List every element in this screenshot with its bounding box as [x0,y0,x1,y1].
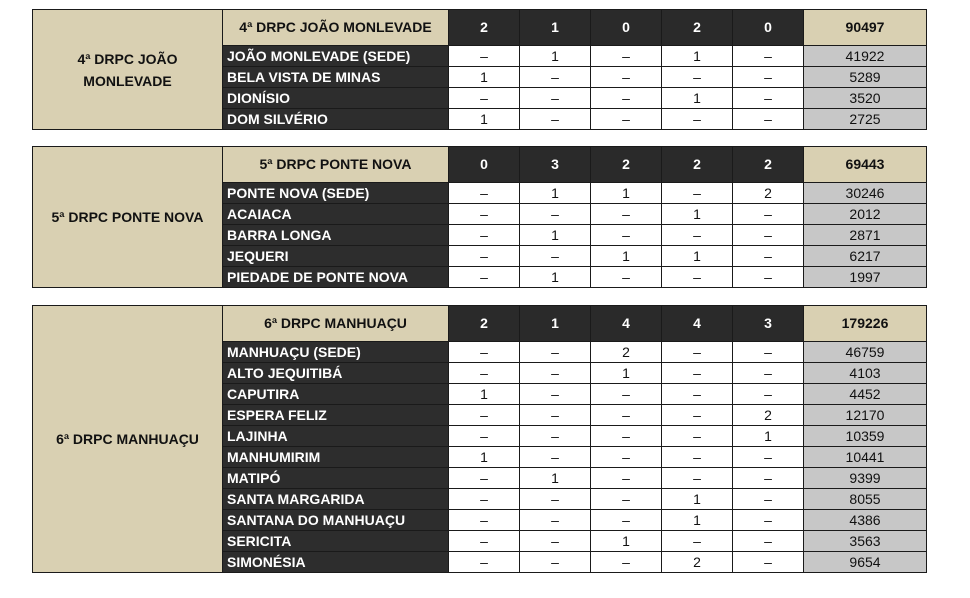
value-cell: – [733,468,804,489]
group-total-cell: 2 [733,147,804,183]
value-cell: – [520,531,591,552]
value-cell: – [733,447,804,468]
value-cell: 1 [520,267,591,288]
city-name: SANTANA DO MANHUAÇU [223,510,449,531]
value-cell: – [449,267,520,288]
value-cell: – [733,88,804,109]
value-cell: 2 [733,405,804,426]
value-cell: 1 [662,88,733,109]
value-cell: – [449,342,520,363]
region-label: 5ª DRPC PONTE NOVA [33,147,223,288]
population-cell: 10441 [804,447,927,468]
header-row [33,147,927,183]
value-cell: – [733,46,804,67]
value-cell: – [662,363,733,384]
value-cell: – [520,405,591,426]
value-cell: – [733,67,804,88]
group-total-cell: 4 [662,306,733,342]
region-table-6 [32,305,927,573]
value-cell: 1 [662,489,733,510]
value-cell: 1 [449,67,520,88]
value-cell: – [591,88,662,109]
population-cell: 9654 [804,552,927,573]
value-cell: – [449,246,520,267]
value-cell: 1 [733,426,804,447]
value-cell: – [520,552,591,573]
value-cell: – [520,109,591,130]
value-cell: – [733,342,804,363]
city-name: JOÃO MONLEVADE (SEDE) [223,46,449,67]
population-cell: 3563 [804,531,927,552]
region-table [32,305,927,573]
value-cell: – [733,204,804,225]
city-name: BELA VISTA DE MINAS [223,67,449,88]
population-cell: 30246 [804,183,927,204]
value-cell: – [591,384,662,405]
value-cell: – [520,384,591,405]
group-total-cell: 2 [449,10,520,46]
value-cell: – [591,405,662,426]
value-cell: – [662,531,733,552]
value-cell: – [733,225,804,246]
value-cell: 1 [662,246,733,267]
city-name: PONTE NOVA (SEDE) [223,183,449,204]
population-cell: 1997 [804,267,927,288]
population-cell: 12170 [804,405,927,426]
value-cell: 1 [662,510,733,531]
group-header: 5ª DRPC PONTE NOVA [223,147,449,183]
group-total-cell: 2 [449,306,520,342]
value-cell: – [591,267,662,288]
value-cell: – [591,447,662,468]
group-total-cell: 2 [662,10,733,46]
value-cell: 1 [520,468,591,489]
region-table [32,146,927,288]
group-total-cell: 4 [591,306,662,342]
value-cell: – [449,489,520,510]
value-cell: – [733,531,804,552]
value-cell: – [662,468,733,489]
city-name: SIMONÉSIA [223,552,449,573]
group-total-cell: 0 [449,147,520,183]
value-cell: 1 [591,363,662,384]
value-cell: – [449,183,520,204]
group-header: 6ª DRPC MANHUAÇU [223,306,449,342]
city-name: ALTO JEQUITIBÁ [223,363,449,384]
population-cell: 9399 [804,468,927,489]
region-table-4 [32,9,927,130]
value-cell: – [449,552,520,573]
city-name: DOM SILVÉRIO [223,109,449,130]
value-cell: 1 [662,204,733,225]
city-name: CAPUTIRA [223,384,449,405]
value-cell: – [520,510,591,531]
value-cell: – [733,363,804,384]
value-cell: 1 [520,225,591,246]
city-name: SANTA MARGARIDA [223,489,449,510]
value-cell: 1 [449,109,520,130]
population-cell: 3520 [804,88,927,109]
value-cell: – [733,384,804,405]
group-total-cell: 2 [591,147,662,183]
value-cell: – [733,489,804,510]
value-cell: 1 [591,183,662,204]
value-cell: – [520,246,591,267]
value-cell: – [662,67,733,88]
group-total-cell: 2 [662,147,733,183]
value-cell: – [733,246,804,267]
value-cell: 1 [449,447,520,468]
value-cell: – [662,384,733,405]
population-cell: 2871 [804,225,927,246]
value-cell: – [591,46,662,67]
value-cell: – [520,204,591,225]
value-cell: – [662,267,733,288]
value-cell: – [449,426,520,447]
value-cell: 1 [591,531,662,552]
group-total-cell: 1 [520,10,591,46]
value-cell: 2 [662,552,733,573]
city-name: PIEDADE DE PONTE NOVA [223,267,449,288]
population-cell: 2725 [804,109,927,130]
population-cell: 41922 [804,46,927,67]
city-name: MANHUMIRIM [223,447,449,468]
group-population: 69443 [804,147,927,183]
city-name: DIONÍSIO [223,88,449,109]
value-cell: – [449,510,520,531]
value-cell: – [449,204,520,225]
group-population: 179226 [804,306,927,342]
value-cell: – [733,510,804,531]
value-cell: – [733,552,804,573]
value-cell: 2 [591,342,662,363]
population-cell: 4103 [804,363,927,384]
group-total-cell: 3 [520,147,591,183]
value-cell: – [591,489,662,510]
city-name: JEQUERI [223,246,449,267]
value-cell: – [449,46,520,67]
population-cell: 5289 [804,67,927,88]
value-cell: – [449,88,520,109]
value-cell: – [520,489,591,510]
value-cell: 2 [733,183,804,204]
region-table [32,9,927,130]
value-cell: – [662,426,733,447]
region-label: 6ª DRPC MANHUAÇU [33,306,223,573]
value-cell: – [591,510,662,531]
population-cell: 46759 [804,342,927,363]
population-cell: 10359 [804,426,927,447]
population-cell: 4386 [804,510,927,531]
group-total-cell: 3 [733,306,804,342]
value-cell: 1 [449,384,520,405]
population-cell: 6217 [804,246,927,267]
city-name: MATIPÓ [223,468,449,489]
value-cell: – [662,109,733,130]
value-cell: – [591,426,662,447]
value-cell: – [662,183,733,204]
city-name: LAJINHA [223,426,449,447]
group-header: 4ª DRPC JOÃO MONLEVADE [223,10,449,46]
value-cell: – [520,447,591,468]
group-total-cell: 0 [733,10,804,46]
header-row [33,10,927,46]
city-name: ESPERA FELIZ [223,405,449,426]
value-cell: – [449,363,520,384]
population-cell: 8055 [804,489,927,510]
city-name: BARRA LONGA [223,225,449,246]
value-cell: 1 [591,246,662,267]
value-cell: – [591,225,662,246]
value-cell: – [662,405,733,426]
city-name: MANHUAÇU (SEDE) [223,342,449,363]
group-total-cell: 0 [591,10,662,46]
value-cell: – [733,109,804,130]
value-cell: – [662,342,733,363]
value-cell: 1 [662,46,733,67]
value-cell: – [662,225,733,246]
population-cell: 4452 [804,384,927,405]
value-cell: – [520,363,591,384]
value-cell: – [662,447,733,468]
group-total-cell: 1 [520,306,591,342]
value-cell: – [449,405,520,426]
city-name: ACAIACA [223,204,449,225]
value-cell: – [591,204,662,225]
value-cell: – [520,67,591,88]
population-cell: 2012 [804,204,927,225]
value-cell: – [520,426,591,447]
value-cell: – [449,468,520,489]
value-cell: – [520,88,591,109]
value-cell: – [591,109,662,130]
header-row [33,306,927,342]
value-cell: – [449,531,520,552]
value-cell: – [591,67,662,88]
city-name: SERICITA [223,531,449,552]
value-cell: 1 [520,46,591,67]
value-cell: – [591,552,662,573]
value-cell: – [449,225,520,246]
value-cell: 1 [520,183,591,204]
region-label: 4ª DRPC JOÃO MONLEVADE [33,10,223,130]
value-cell: – [591,468,662,489]
value-cell: – [520,342,591,363]
value-cell: – [733,267,804,288]
region-table-5 [32,146,927,288]
group-population: 90497 [804,10,927,46]
